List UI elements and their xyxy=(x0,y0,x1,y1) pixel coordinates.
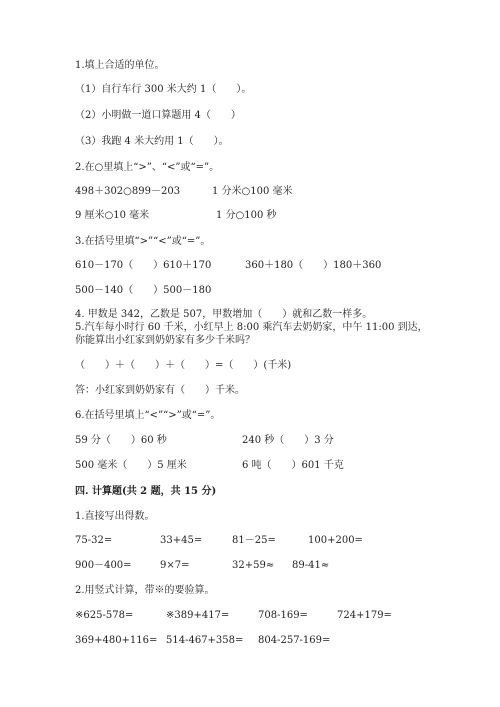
calc-2-item-5: 369+480+116= xyxy=(75,635,158,646)
calc-1-item-2: 33+45= xyxy=(160,535,203,546)
q3-item-3: 500－140（ ）500－180 xyxy=(75,285,212,296)
calc-2-item-2: ※389+417= xyxy=(166,610,230,621)
q4-text: 4. 甲数是 342，乙数是 507，甲数增加（ ）就和乙数一样多。 xyxy=(75,309,373,320)
calc-1-item-7: 32+59≈ xyxy=(232,560,275,571)
q6-item-3: 500 毫米（ ）5 厘米 xyxy=(75,460,187,471)
calc-1-item-3: 81－25= xyxy=(232,535,276,546)
q5-text-2: 你能算出小红家到奶奶家有多少千米吗？ xyxy=(75,335,255,346)
q3-item-2: 360＋180（ ）180＋360 xyxy=(245,260,382,271)
calc-2-title: 2.用竖式计算，带※的要验算。 xyxy=(75,585,215,596)
calc-1-item-6: 9×7= xyxy=(160,560,190,571)
q2-item-2: 1 分米○100 毫米 xyxy=(212,186,293,197)
q1-title: 1.填上合适的单位。 xyxy=(75,60,165,71)
q1-item-2: （2）小明做一道口算题用 4（ ） xyxy=(75,110,241,121)
calc-1-item-1: 75-32= xyxy=(75,535,113,546)
q2-title: 2.在○里填上“>”、“<”或“=”。 xyxy=(75,162,220,173)
calc-1-title: 1.直接写出得数。 xyxy=(75,511,155,522)
section-four-heading: 四. 计算题(共 2 题，共 15 分) xyxy=(75,486,217,497)
q5-formula: （ ）＋（ ）＋（ ）=（ ）(千米) xyxy=(75,360,292,371)
q6-item-1: 59 分（ ）60 秒 xyxy=(75,435,167,446)
calc-2-item-4: 724+179= xyxy=(337,610,392,621)
calc-2-item-1: ※625-578= xyxy=(75,610,134,621)
q6-title: 6.在括号里填上“<”“>”或“=”。 xyxy=(75,410,221,421)
q3-title: 3.在括号里填“>”“<”或“=”。 xyxy=(75,236,211,247)
q5-text-1: 5.汽车每小时行 60 千米，小红早上 8:00 乘汽车去奶奶家，中午 11:00 到达， xyxy=(75,322,428,333)
calc-2-item-3: 708-169= xyxy=(258,610,308,621)
q1-item-1: （1）自行车行 300 米大约 1（ ）。 xyxy=(75,84,252,95)
q3-item-1: 610－170（ ）610＋170 xyxy=(75,260,212,271)
calc-1-item-8: 89-41≈ xyxy=(292,560,330,571)
q5-answer: 答：小红家到奶奶家有（ ）千米。 xyxy=(75,385,245,396)
q6-item-2: 240 秒（ ）3 分 xyxy=(242,435,334,446)
q2-item-4: 1 分○100 秒 xyxy=(216,210,277,221)
calc-1-item-5: 900－400= xyxy=(75,560,132,571)
calc-1-item-4: 100+200= xyxy=(308,535,363,546)
q1-item-3: （3）我跑 4 米大约用 1（ ）。 xyxy=(75,136,229,147)
calc-2-item-6: 514-467+358= xyxy=(166,635,244,646)
q2-item-3: 9 厘米○10 毫米 xyxy=(75,210,150,221)
calc-2-item-7: 804-257-169= xyxy=(258,635,331,646)
q6-item-4: 6 吨（ ）601 千克 xyxy=(242,460,344,471)
q2-item-1: 498＋302○899－203 xyxy=(75,186,181,197)
